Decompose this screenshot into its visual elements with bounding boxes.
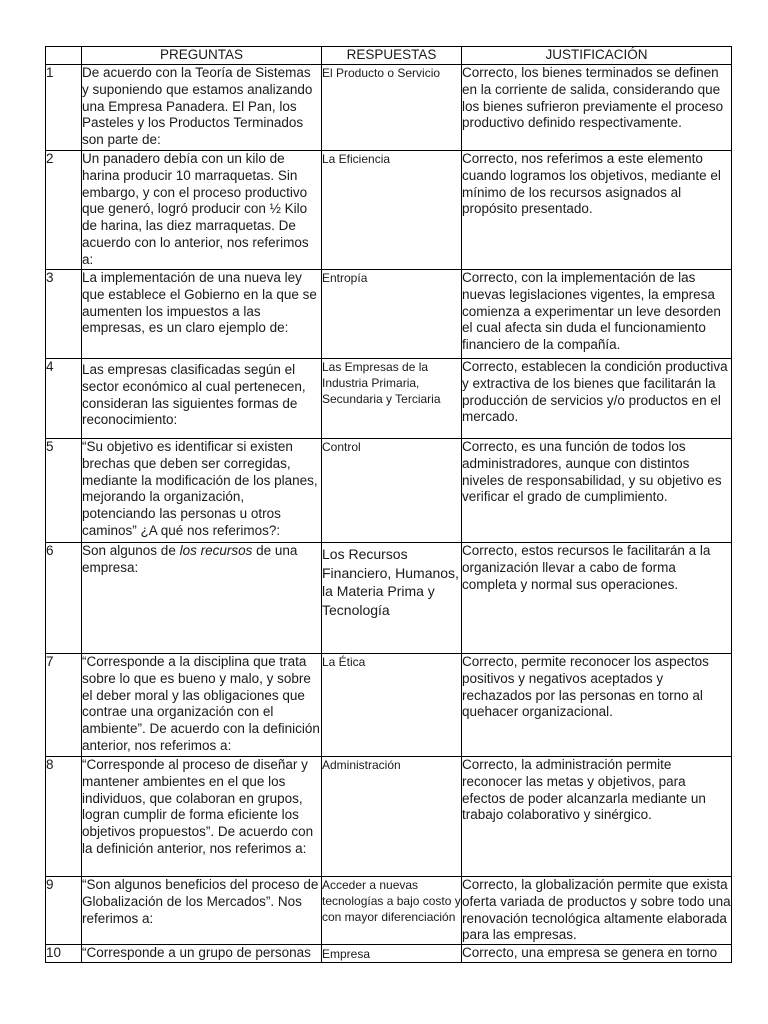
answer-cell: Las Empresas de la Industria Primaria, Secundaria y Terciaria (322, 359, 462, 439)
justification-cell: Correcto, la administración permite reconocer las metas y objetivos, para efectos de poder alcanzarla mediante un trabajo colaborativo y sinérgico. (462, 757, 732, 877)
table-row (46, 270, 732, 359)
answer-cell: Empresa (322, 945, 462, 963)
header-questions: PREGUNTAS (82, 47, 322, 65)
justification-cell: Correcto, es una función de todos los administradores, aunque con distintos niveles de responsabilidad, y su objetivo es verificar el grado de cumplimiento. (462, 439, 732, 543)
justification-cell: Correcto, permite reconocer los aspectos positivos y negativos aceptados y rechazados por las personas en torno al quehacer organizacional. (462, 654, 732, 757)
question-cell: Un panadero debía con un kilo de harina producir 10 marraquetas. Sin embargo, y con el proceso productivo que generó, logró producir con ½ Kilo de harina, las diez marraquetas. De acuerdo con lo anterior, nos referimos a: (82, 151, 322, 270)
question-emphasis: los recursos (179, 543, 253, 558)
row-number: 2 (46, 151, 82, 270)
row-number: 6 (46, 543, 82, 654)
answer-cell: La Ética (322, 654, 462, 757)
question-text: Las empresas clasificadas según el sector económico al cual pertenecen, consideran las siguientes formas de reconocimiento: (82, 362, 306, 428)
row-number: 8 (46, 757, 82, 877)
row-number: 4 (46, 359, 82, 439)
header-justification: JUSTIFICACIÓN (462, 47, 732, 65)
question-text: Son algunos de (82, 543, 180, 558)
question-cell: La implementación de una nueva ley que establece el Gobierno en la que se aumenten los impuestos a las empresas, es un claro ejemplo de: (82, 270, 322, 359)
table-row (46, 654, 732, 757)
table-row (46, 543, 732, 654)
table-row (46, 945, 732, 963)
answer-cell: La Eficiencia (322, 151, 462, 270)
table-row (46, 359, 732, 439)
answer-cell: Administración (322, 757, 462, 877)
justification-cell: Correcto, los bienes terminados se definen en la corriente de salida, considerando que los bienes sufrieron previamente el proceso productivo definido respectivamente. (462, 65, 732, 151)
answer-cell: Control (322, 439, 462, 543)
question-cell: De acuerdo con la Teoría de Sistemas y suponiendo que estamos analizando una Empresa Panadera. El Pan, los Pasteles y los Productos Terminados son parte de: (82, 65, 322, 151)
question-text-end: de una empresa: (82, 543, 298, 575)
qa-table (45, 46, 732, 963)
answer-cell: Los Recursos Financiero, Humanos, la Materia Prima y Tecnología (322, 543, 462, 654)
question-cell: “Su objetivo es identificar si existen brechas que deben ser corregidas, mediante la modificación de los planes, mejorando la organización, potenciando las personas u otros caminos” ¿A qué nos referimos?: (82, 439, 322, 543)
justification-cell: Correcto, con la implementación de las nuevas legislaciones vigentes, la empresa comienza a experimentar un leve desorden el cual afecta sin duda el funcionamiento financiero de la compañía. (462, 270, 732, 359)
table-row (46, 151, 732, 270)
justification-cell: Correcto, estos recursos le facilitarán a la organización llevar a cabo de forma completa y normal sus operaciones. (462, 543, 732, 654)
row-number: 1 (46, 65, 82, 151)
justification-cell: Correcto, establecen la condición productiva y extractiva de los bienes que facilitarán la producción de servicios y/o productos en el mercado. (462, 359, 732, 439)
header-number (46, 47, 82, 65)
table-row (46, 439, 732, 543)
header-row (46, 47, 732, 65)
table-row (46, 65, 732, 151)
row-number: 3 (46, 270, 82, 359)
question-cell: “Corresponde a la disciplina que trata sobre lo que es bueno y malo, y sobre el deber moral y las obligaciones que contrae una organización con el ambiente”. De acuerdo con la definición anterior, nos referimos a: (82, 654, 322, 757)
question-cell: “Son algunos beneficios del proceso de Globalización de los Mercados”. Nos referimos a: (82, 877, 322, 945)
answer-cell: Acceder a nuevas tecnologías a bajo costo y con mayor diferenciación (322, 877, 462, 945)
row-number: 7 (46, 654, 82, 757)
header-answers: RESPUESTAS (322, 47, 462, 65)
table-row (46, 757, 732, 877)
answer-cell: El Producto o Servicio (322, 65, 462, 151)
justification-cell: Correcto, la globalización permite que exista oferta variada de productos y sobre todo una renovación tecnológica altamente elaborada para las empresas. (462, 877, 732, 945)
answer-cell: Entropía (322, 270, 462, 359)
row-number: 5 (46, 439, 82, 543)
row-number: 9 (46, 877, 82, 945)
justification-cell: Correcto, nos referimos a este elemento cuando logramos los objetivos, mediante el mínimo de los recursos asignados al propósito presentado. (462, 151, 732, 270)
question-cell: “Corresponde a un grupo de personas (82, 945, 322, 963)
question-cell (82, 543, 322, 654)
justification-cell: Correcto, una empresa se genera en torno (462, 945, 732, 963)
question-cell: “Corresponde al proceso de diseñar y mantener ambientes en el que los individuos, que colaboran en grupos, logran cumplir de forma eficiente los objetivos propuestos”. De acuerdo con la definición anterior, nos referimos a: (82, 757, 322, 877)
question-cell (82, 359, 322, 439)
row-number: 10 (46, 945, 82, 963)
table-row (46, 877, 732, 945)
